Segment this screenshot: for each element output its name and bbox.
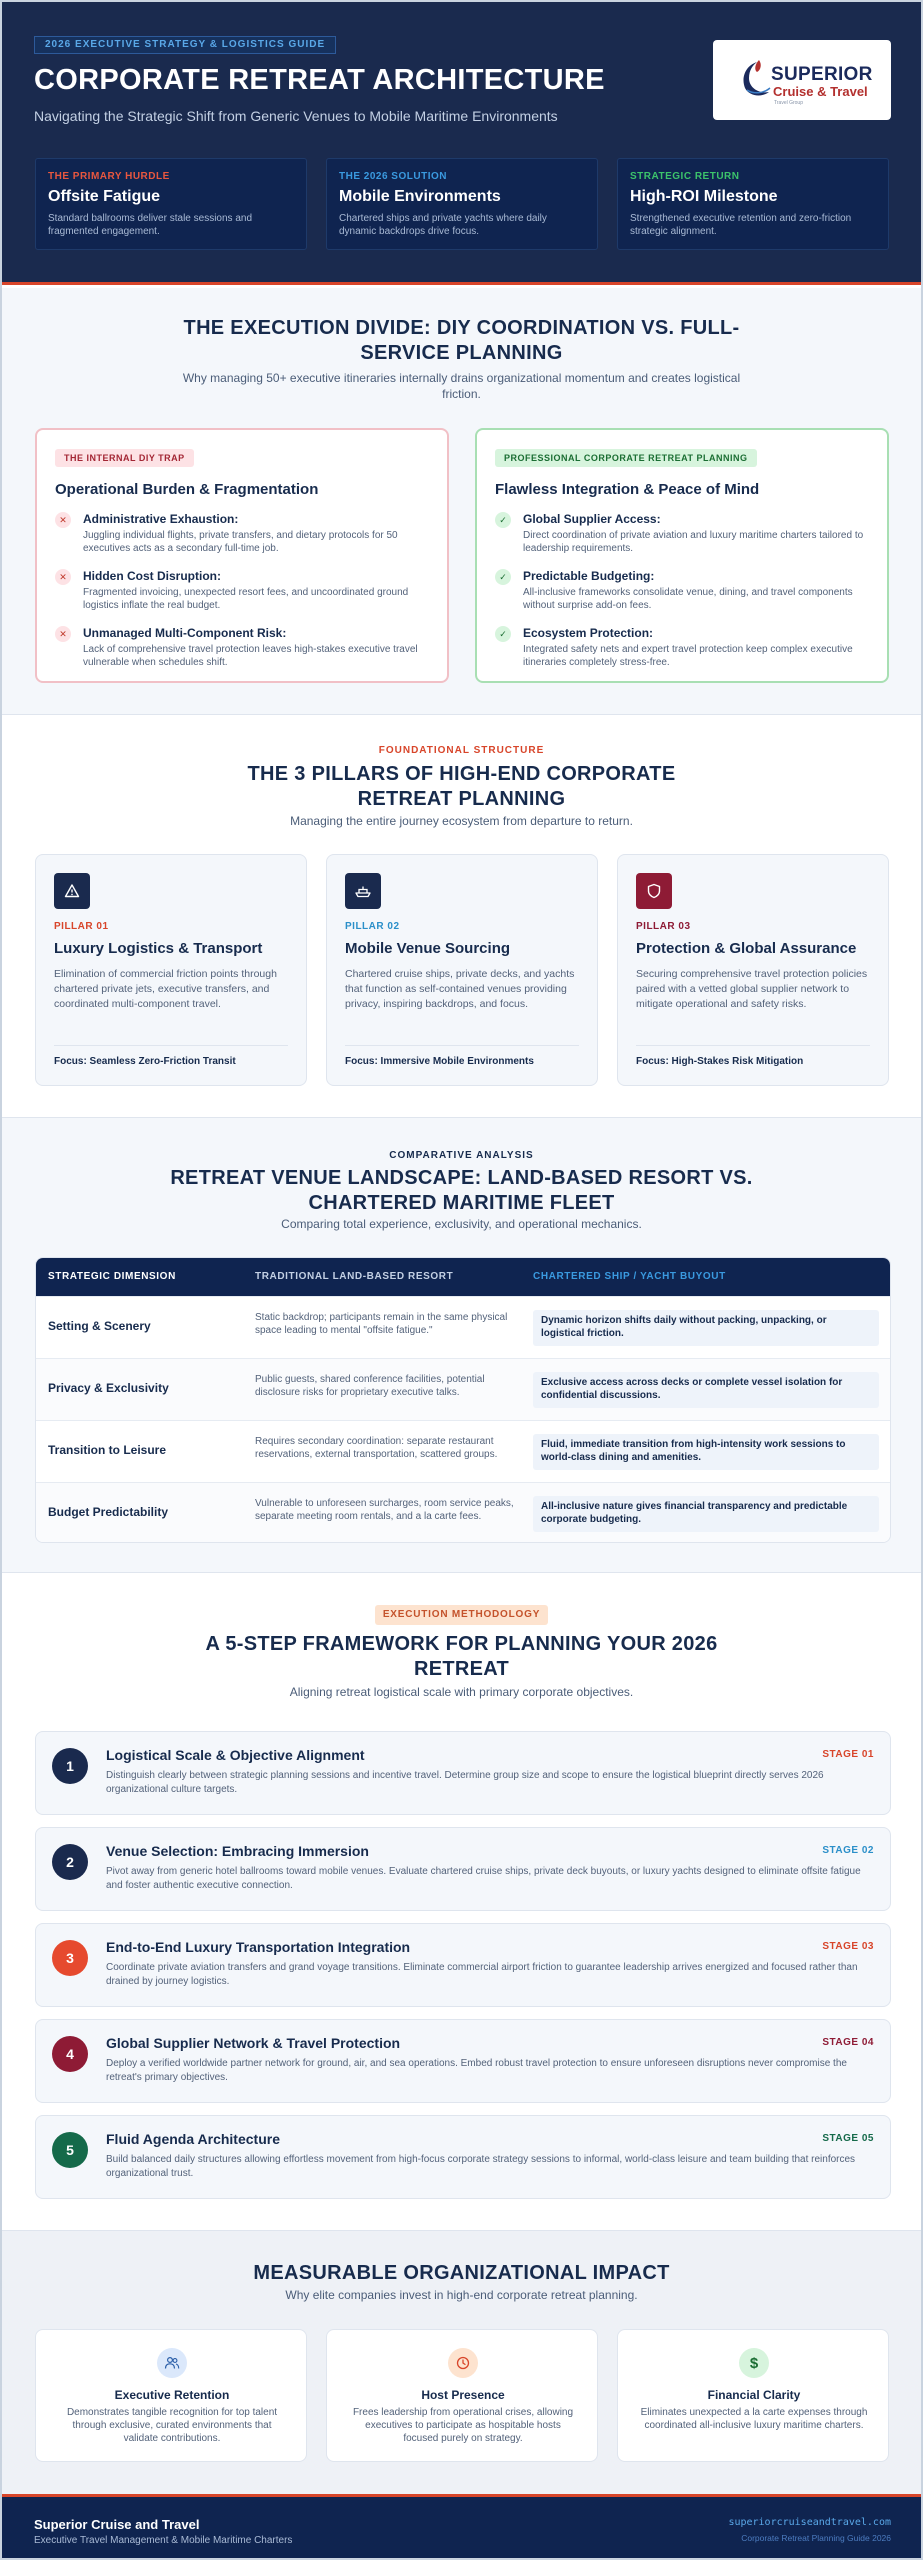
step-title: Fluid Agenda Architecture bbox=[106, 2131, 280, 2147]
row-traditional: Public guests, shared conference facilities, potential disclosure risks for proprietary executive talks. bbox=[255, 1374, 485, 1398]
hero-tag: 2026 EXECUTIVE STRATEGY & LOGISTICS GUIDE bbox=[34, 36, 336, 54]
hero-card-kicker: THE 2026 SOLUTION bbox=[339, 171, 447, 182]
pillar-focus: Focus: Seamless Zero-Friction Transit bbox=[54, 1045, 288, 1067]
step-number: 2 bbox=[52, 1844, 88, 1880]
x-mark-icon: ✕ bbox=[55, 512, 71, 528]
pillar-title: Luxury Logistics & Transport bbox=[54, 940, 263, 957]
logo-globe-icon bbox=[737, 58, 773, 100]
check-icon: ✓ bbox=[495, 569, 511, 585]
company-logo bbox=[713, 40, 891, 120]
pro-item-title: Ecosystem Protection: bbox=[523, 626, 654, 640]
step-number: 4 bbox=[52, 2036, 88, 2072]
step-card bbox=[35, 2115, 891, 2199]
row-traditional: Requires secondary coordination: separate restaurant reservations, external transportation, scattered groups. bbox=[255, 1436, 498, 1460]
hero-card-kicker: THE PRIMARY HURDLE bbox=[48, 171, 170, 182]
pillar-desc: Elimination of commercial friction points through chartered private jets, executive transfers, and coordinated multi-component travel. bbox=[54, 968, 277, 1010]
check-icon: ✓ bbox=[495, 626, 511, 642]
hero-section bbox=[2, 2, 921, 285]
comparison-subtitle: Comparing total experience, exclusivity, and operational mechanics. bbox=[281, 1217, 642, 1231]
step-card bbox=[35, 2019, 891, 2103]
impact-desc: Frees leadership from operational crises, allowing executives to participate as hospitable hosts focused purely on strategy. bbox=[352, 2407, 574, 2444]
comparison-kicker: COMPARATIVE ANALYSIS bbox=[389, 1150, 534, 1161]
comparison-title: RETREAT VENUE LANDSCAPE: LAND-BASED RESORT VS. CHARTERED MARITIME FLEET bbox=[170, 1167, 753, 1214]
diy-item-desc: Lack of comprehensive travel protection leaves high-stakes executive travel vulnerable when schedules shift. bbox=[83, 644, 418, 668]
step-desc: Build balanced daily structures allowing effortless movement from high-focus corporate strategy sessions to informal, world-class leisure and team building that reinforces organizational trust. bbox=[106, 2154, 856, 2179]
logo-word-cruise-travel: Cruise & Travel bbox=[773, 84, 868, 99]
step-card bbox=[35, 1827, 891, 1911]
row-dimension: Budget Predictability bbox=[48, 1505, 169, 1519]
table-header-dimension: STRATEGIC DIMENSION bbox=[48, 1271, 176, 1282]
hero-card-return bbox=[617, 158, 889, 250]
logo-tagline: Travel Group bbox=[774, 100, 803, 106]
footer-website-link[interactable]: superiorcruiseandtravel.com bbox=[728, 2517, 891, 2528]
pillar-desc: Chartered cruise ships, private decks, and yachts that function as self-contained venues providing privacy, inspiring backdrops, and focus. bbox=[345, 968, 575, 1010]
pillars-subtitle: Managing the entire journey ecosystem from departure to return. bbox=[290, 814, 633, 828]
step-desc: Deploy a verified worldwide partner network for ground, air, and sea operations. Embed robust travel protection to ensure unforeseen disruptions never compromise the retreat's primary objectives. bbox=[106, 2058, 847, 2083]
pillar-card-logistics bbox=[35, 854, 307, 1086]
pro-item-desc: Direct coordination of private aviation and luxury maritime charters tailored to leadership requirements. bbox=[523, 530, 864, 554]
step-number: 5 bbox=[52, 2132, 88, 2168]
table-header-charter: CHARTERED SHIP / YACHT BUYOUT bbox=[533, 1271, 726, 1282]
diy-item-title: Hidden Cost Disruption: bbox=[83, 569, 221, 583]
table-row bbox=[36, 1482, 891, 1543]
hero-card-desc: Standard ballrooms deliver stale sessions and fragmented engagement. bbox=[48, 213, 252, 237]
row-charter: All-inclusive nature gives financial transparency and predictable corporate budgeting. bbox=[533, 1496, 879, 1532]
x-mark-icon: ✕ bbox=[55, 626, 71, 642]
hero-card-solution bbox=[326, 158, 598, 250]
professional-planning-card bbox=[475, 428, 889, 683]
pro-item-desc: Integrated safety nets and expert travel protection keep complex executive itineraries completely stress-free. bbox=[523, 644, 853, 668]
hero-card-hurdle bbox=[35, 158, 307, 250]
step-stage: STAGE 02 bbox=[822, 1845, 874, 1856]
row-dimension: Privacy & Exclusivity bbox=[48, 1381, 169, 1395]
pro-item-title: Global Supplier Access: bbox=[523, 512, 661, 526]
impact-card-retention bbox=[35, 2329, 307, 2462]
diy-item bbox=[55, 569, 429, 612]
divide-title: THE EXECUTION DIVIDE: DIY COORDINATION VS. FULL-SERVICE PLANNING bbox=[183, 317, 740, 364]
footer-guide-label: Corporate Retreat Planning Guide 2026 bbox=[741, 2533, 891, 2543]
step-title: Logistical Scale & Objective Alignment bbox=[106, 1747, 365, 1763]
logo-word-superior: SUPERIOR bbox=[771, 64, 873, 85]
impact-card-financial bbox=[617, 2329, 889, 2462]
row-dimension: Transition to Leisure bbox=[48, 1443, 167, 1457]
step-desc: Pivot away from generic hotel ballrooms toward mobile venues. Evaluate chartered cruise ships, private deck buyouts, or luxury yachts designed to eliminate offsite fatigue and foster authentic executive connection. bbox=[106, 1866, 861, 1891]
row-charter: Dynamic horizon shifts daily without packing, unpacking, or logistical friction. bbox=[533, 1310, 879, 1346]
step-card bbox=[35, 1923, 891, 2007]
impact-desc: Demonstrates tangible recognition for top talent through exclusive, curated environments that validate contributions. bbox=[66, 2407, 278, 2444]
pillar-desc: Securing comprehensive travel protection policies paired with a vetted global supplier network to mitigate operational and safety risks. bbox=[636, 968, 868, 1010]
table-header-traditional: TRADITIONAL LAND-BASED RESORT bbox=[255, 1271, 454, 1282]
comparison-table bbox=[35, 1257, 891, 1543]
page-subtitle: Navigating the Strategic Shift from Generic Venues to Mobile Maritime Environments bbox=[34, 108, 558, 124]
methodology-badge: EXECUTION METHODOLOGY bbox=[375, 1605, 548, 1625]
ship-icon bbox=[345, 873, 381, 909]
pillar-focus: Focus: High-Stakes Risk Mitigation bbox=[636, 1045, 870, 1067]
step-stage: STAGE 03 bbox=[822, 1941, 874, 1952]
check-icon: ✓ bbox=[495, 512, 511, 528]
row-dimension: Setting & Scenery bbox=[48, 1319, 151, 1333]
impact-desc: Eliminates unexpected a la carte expenses through coordinated all-inclusive luxury maritime charters. bbox=[640, 2407, 868, 2431]
x-mark-icon: ✕ bbox=[55, 569, 71, 585]
pro-item-desc: All-inclusive frameworks consolidate venue, dining, and travel components without surprise add-on fees. bbox=[523, 587, 853, 611]
impact-card-host bbox=[326, 2329, 598, 2462]
pillar-title: Protection & Global Assurance bbox=[636, 940, 857, 957]
row-traditional: Vulnerable to unforeseen surcharges, room service peaks, separate meeting room rentals, and a la carte fees. bbox=[255, 1498, 514, 1522]
impact-title-text: Executive Retention bbox=[114, 2388, 230, 2402]
diy-item bbox=[55, 626, 429, 669]
pillars-kicker: FOUNDATIONAL STRUCTURE bbox=[378, 745, 545, 756]
hero-card-title: Mobile Environments bbox=[339, 188, 501, 205]
clock-icon bbox=[448, 2348, 478, 2378]
row-charter: Exclusive access across decks or complete vessel isolation for confidential discussions. bbox=[533, 1372, 879, 1408]
pillars-title: THE 3 PILLARS OF HIGH-END CORPORATE RETREAT PLANNING bbox=[247, 763, 676, 810]
pro-item bbox=[495, 626, 869, 669]
impact-title: MEASURABLE ORGANIZATIONAL IMPACT bbox=[253, 2262, 670, 2284]
pillar-title: Mobile Venue Sourcing bbox=[345, 940, 511, 957]
users-icon bbox=[157, 2348, 187, 2378]
framework-subtitle: Aligning retreat logistical scale with primary corporate objectives. bbox=[289, 1685, 634, 1699]
hero-card-title: High-ROI Milestone bbox=[630, 188, 778, 205]
table-row bbox=[36, 1296, 891, 1358]
footer-tagline: Executive Travel Management & Mobile Maritime Charters bbox=[34, 2535, 293, 2546]
pillar-card-protection bbox=[617, 854, 889, 1086]
shield-icon bbox=[636, 873, 672, 909]
diy-pill: THE INTERNAL DIY TRAP bbox=[55, 449, 194, 467]
row-traditional: Static backdrop; participants remain in the same physical space leading to mental "offsite fatigue." bbox=[255, 1312, 508, 1336]
hero-card-title: Offsite Fatigue bbox=[48, 188, 161, 205]
step-stage: STAGE 01 bbox=[822, 1749, 874, 1760]
hero-card-desc: Strengthened executive retention and zero-friction strategic alignment. bbox=[630, 213, 852, 237]
footer-company-name: Superior Cruise and Travel bbox=[34, 2517, 200, 2532]
step-title: End-to-End Luxury Transportation Integration bbox=[106, 1939, 411, 1955]
diy-item bbox=[55, 512, 429, 555]
pillar-number: PILLAR 03 bbox=[636, 921, 691, 932]
dollar-icon: $ bbox=[739, 2348, 769, 2378]
step-desc: Coordinate private aviation transfers and grand voyage transitions. Eliminate commercial airport friction to guarantee leadership arrives energized and focused rather than drained by journey logistics. bbox=[106, 1962, 858, 1987]
table-header bbox=[36, 1258, 891, 1296]
impact-title-text: Host Presence bbox=[421, 2388, 505, 2402]
footer bbox=[2, 2494, 921, 2558]
diy-item-title: Administrative Exhaustion: bbox=[83, 512, 239, 526]
pro-item-title: Predictable Budgeting: bbox=[523, 569, 655, 583]
pro-item bbox=[495, 569, 869, 612]
impact-title-text: Financial Clarity bbox=[707, 2388, 801, 2402]
framework-title: A 5-STEP FRAMEWORK FOR PLANNING YOUR 2026 RETREAT bbox=[205, 1633, 718, 1680]
pillar-card-venue bbox=[326, 854, 598, 1086]
pillar-number: PILLAR 02 bbox=[345, 921, 400, 932]
table-row bbox=[36, 1420, 891, 1482]
diy-item-desc: Juggling individual flights, private transfers, and dietary protocols for 50 executives acts as a secondary full-time job. bbox=[83, 530, 398, 554]
diy-heading: Operational Burden & Fragmentation bbox=[55, 481, 319, 498]
step-stage: STAGE 05 bbox=[822, 2133, 874, 2144]
diy-trap-card bbox=[35, 428, 449, 683]
pro-pill: PROFESSIONAL CORPORATE RETREAT PLANNING bbox=[495, 449, 757, 467]
step-title: Global Supplier Network & Travel Protection bbox=[106, 2035, 401, 2051]
divide-subtitle: Why managing 50+ executive itineraries internally drains organizational momentum and creates logistical friction. bbox=[182, 371, 741, 401]
step-title: Venue Selection: Embracing Immersion bbox=[106, 1843, 369, 1859]
table-row bbox=[36, 1358, 891, 1420]
row-charter: Fluid, immediate transition from high-intensity work sessions to world-class dining and amenities. bbox=[533, 1434, 879, 1470]
step-stage: STAGE 04 bbox=[822, 2037, 874, 2048]
hero-card-desc: Chartered ships and private yachts where daily dynamic backdrops drive focus. bbox=[339, 213, 547, 237]
page-title: CORPORATE RETREAT ARCHITECTURE bbox=[34, 64, 605, 96]
pillar-number: PILLAR 01 bbox=[54, 921, 109, 932]
diy-item-desc: Fragmented invoicing, unexpected resort fees, and uncoordinated ground logistics inflate the real budget. bbox=[83, 587, 409, 611]
pro-heading: Flawless Integration & Peace of Mind bbox=[495, 481, 760, 498]
step-number: 3 bbox=[52, 1940, 88, 1976]
step-number: 1 bbox=[52, 1748, 88, 1784]
step-card bbox=[35, 1731, 891, 1815]
warning-triangle-icon bbox=[54, 873, 90, 909]
pro-item bbox=[495, 512, 869, 555]
pillar-focus: Focus: Immersive Mobile Environments bbox=[345, 1045, 579, 1067]
diy-item-title: Unmanaged Multi-Component Risk: bbox=[83, 626, 287, 640]
impact-subtitle: Why elite companies invest in high-end corporate retreat planning. bbox=[285, 2288, 638, 2302]
hero-card-kicker: STRATEGIC RETURN bbox=[630, 171, 740, 182]
step-desc: Distinguish clearly between strategic planning sessions and incentive travel. Determine group size and scope to ensure the logistical blueprint directly serves 2026 organizational culture targets. bbox=[106, 1770, 824, 1795]
